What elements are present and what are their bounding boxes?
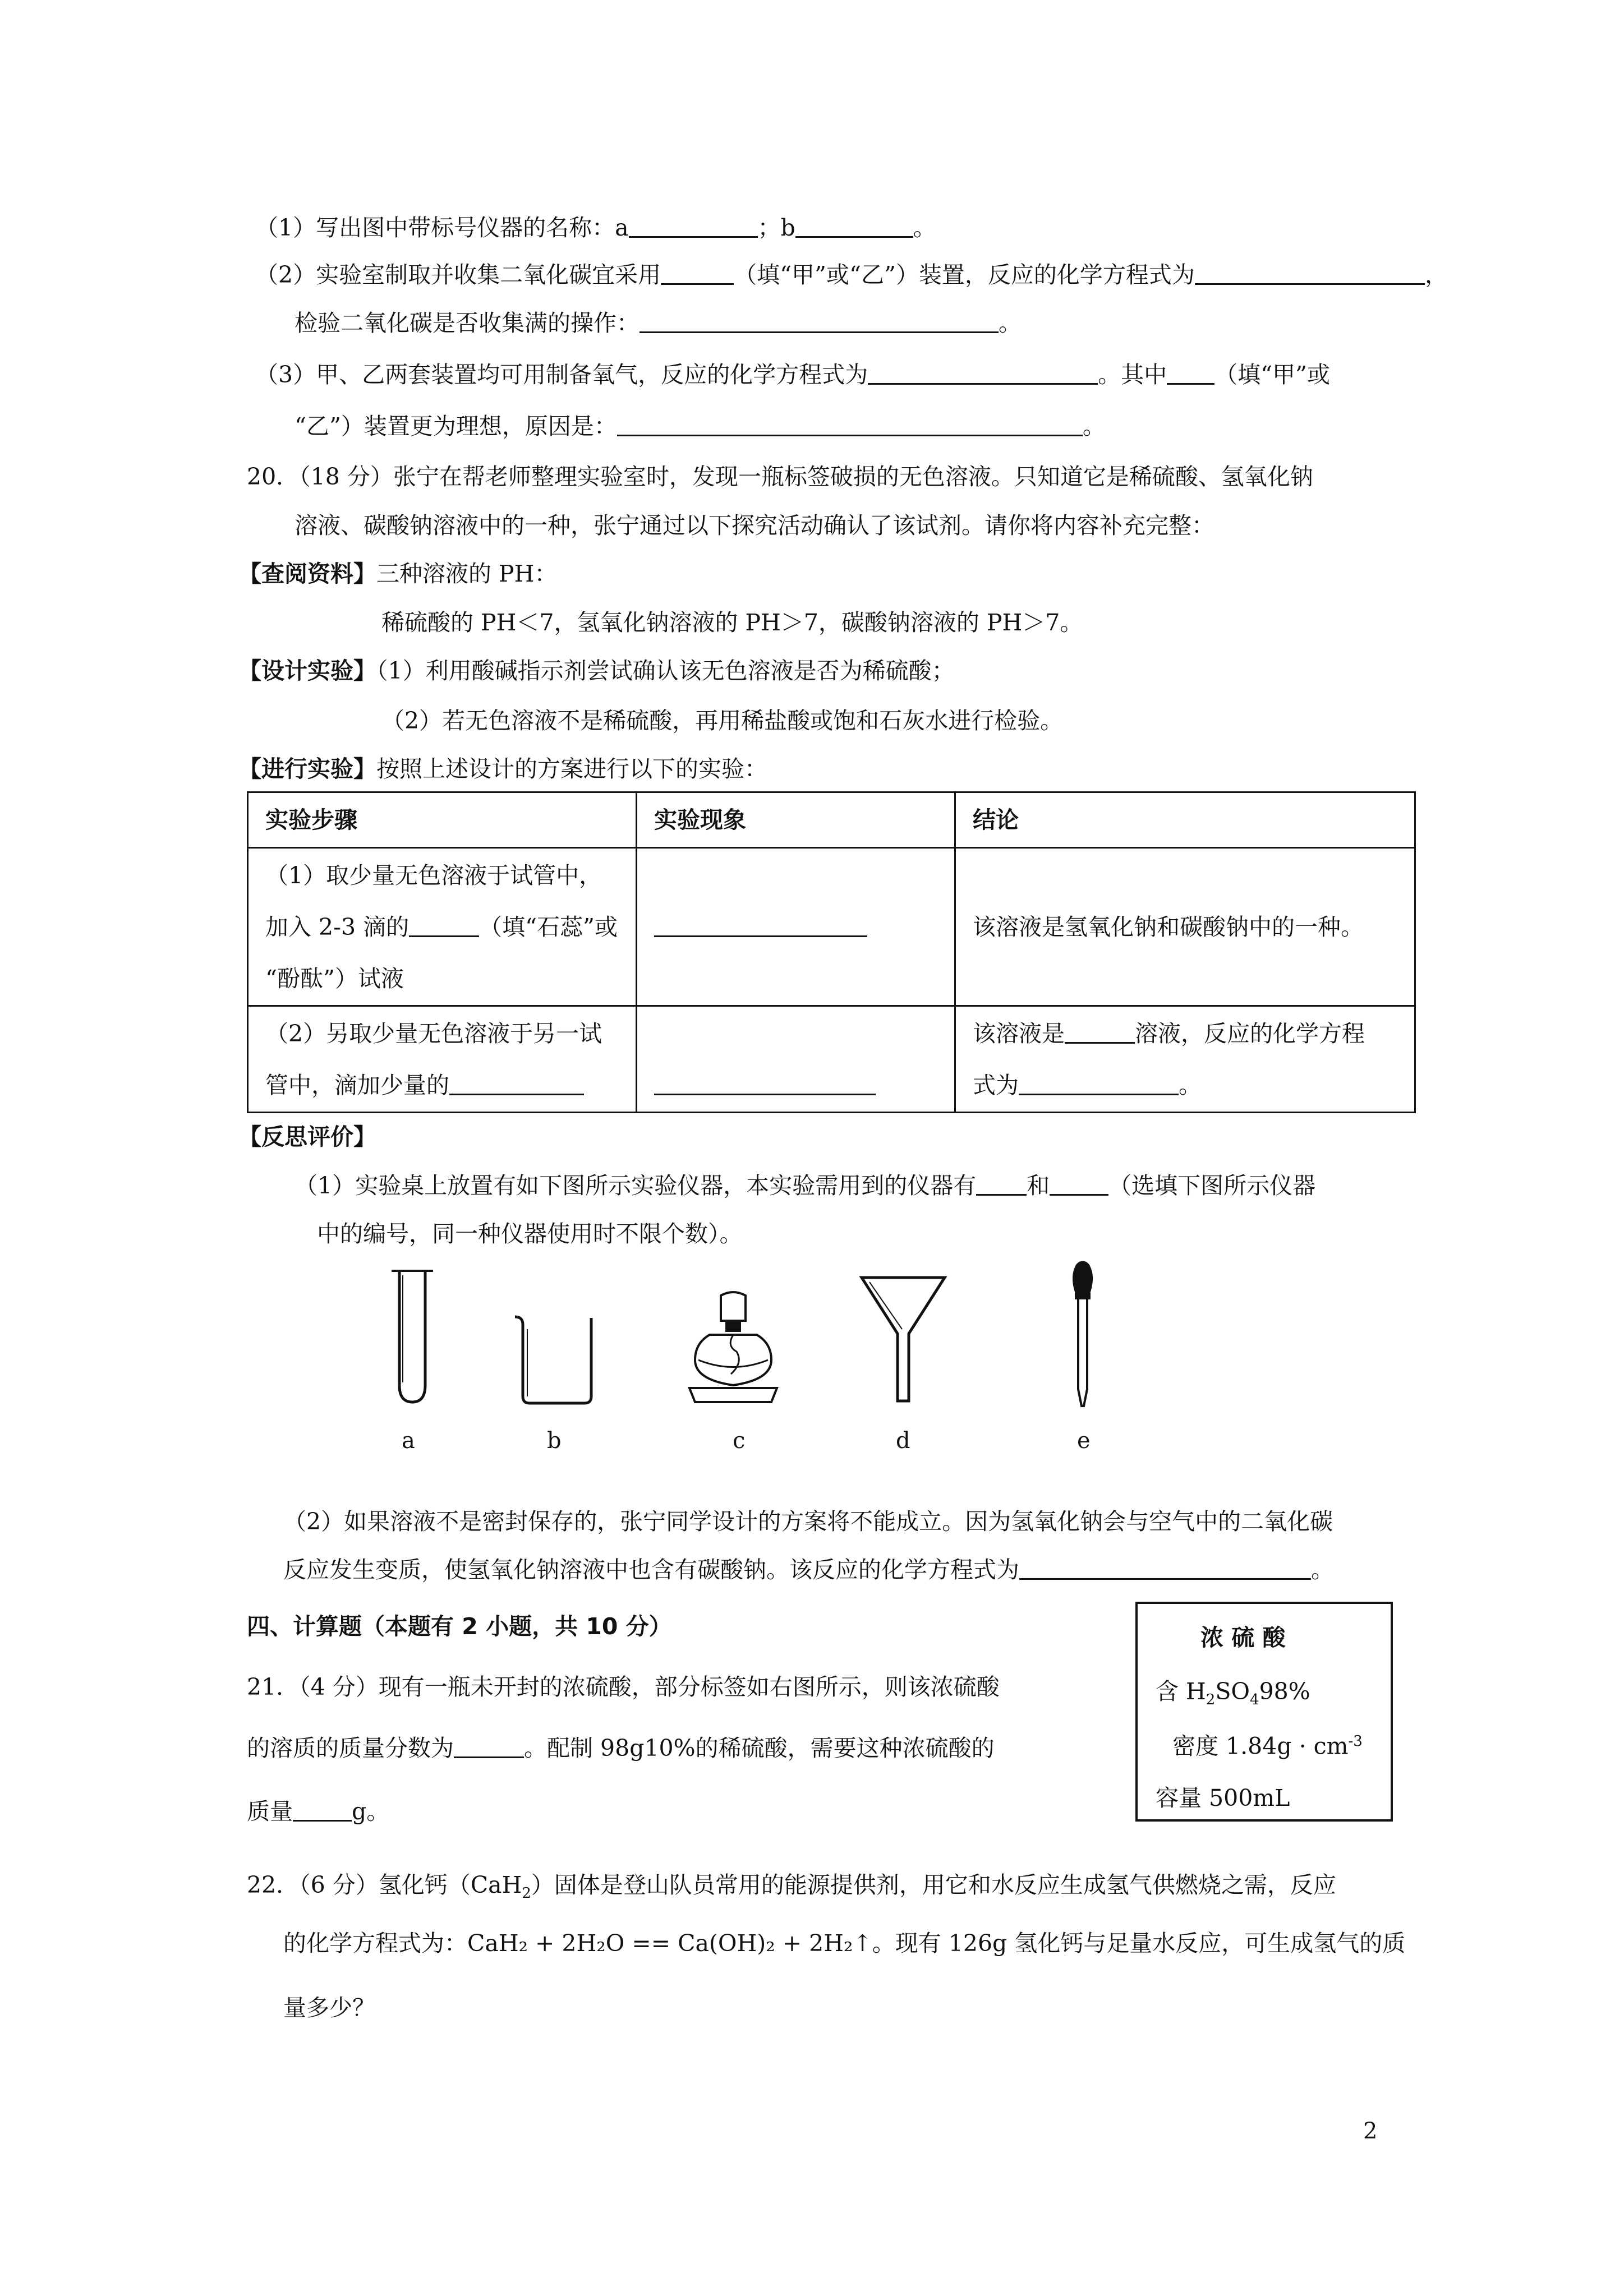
q21-line2 xyxy=(247,1737,995,1760)
conduct-heading: 【进行实验】 xyxy=(238,755,376,782)
q19-p2-e: 。 xyxy=(999,310,1022,336)
header-phenomenon: 实验现象 xyxy=(637,792,955,848)
apparatus-label-c: c xyxy=(733,1428,746,1454)
header-steps: 实验步骤 xyxy=(248,792,637,848)
apparatus-label-b: b xyxy=(547,1428,562,1454)
reflect-1b: 和 xyxy=(1027,1172,1050,1199)
acid-label-density-text: 密度 1.84g · cm xyxy=(1172,1732,1349,1760)
row2-concl-b: 溶液，反应的化学方程 xyxy=(1135,1020,1365,1047)
header-conclusion: 结论 xyxy=(955,792,1415,848)
row1-phenomenon xyxy=(637,848,955,1006)
q20-design xyxy=(238,657,955,684)
row2-concl-line1 xyxy=(973,1008,1397,1059)
q22-line1b: ）固体是登山队员常用的能源提供剂，用它和水反应生成氢气供燃烧之需，反应 xyxy=(531,1871,1336,1898)
reflect-2b: 反应发生变质，使氢氧化钠溶液中也含有碳酸钠。该反应的化学方程式为 xyxy=(283,1556,1019,1583)
answer-blank-co2-device[interactable] xyxy=(661,264,734,285)
answer-blank-phenomenon-2[interactable] xyxy=(654,1075,876,1095)
q19-p3-a: （3）甲、乙两套装置均可用制备氧气，反应的化学方程式为 xyxy=(255,361,868,388)
q20-intro-line1: 20．（18 分）张宁在帮老师整理实验室时，发现一瓶标签破损的无色溶液。只知道它是稀硫酸、氢氧化钠 xyxy=(247,463,1313,490)
q21-line2b: 。配制 98g10%的稀硫酸，需要这种浓硫酸的 xyxy=(524,1735,995,1762)
row1-step-a: （1）取少量无色溶液于试管中， xyxy=(265,861,602,889)
table-header-row xyxy=(248,792,1415,848)
q19-p1-end: 。 xyxy=(913,214,936,241)
answer-blank-co2-check[interactable] xyxy=(640,312,999,333)
beaker-icon xyxy=(510,1312,600,1408)
row2-conclusion xyxy=(955,1006,1415,1113)
q21-line3a: 质量 xyxy=(247,1798,293,1825)
answer-blank-mass-fraction[interactable] xyxy=(454,1737,524,1758)
reflect-2a: （2）如果溶液不是密封保存的，张宁同学设计的方案将不能成立。因为氢氧化钠会与空气中的二氧化碳 xyxy=(283,1508,1333,1535)
answer-blank-instrument-2[interactable] xyxy=(1050,1175,1108,1196)
answer-blank-reason[interactable] xyxy=(617,416,1083,436)
row2-concl-c: 式为 xyxy=(973,1071,1019,1099)
acid-label-sub2: 4 xyxy=(1250,1691,1259,1709)
reflect-1-line1 xyxy=(295,1174,1315,1197)
acid-label-volume: 容量 500mL xyxy=(1156,1785,1290,1811)
q22-line3: 量多少？ xyxy=(283,1994,375,2021)
answer-blank-indicator[interactable] xyxy=(409,916,479,937)
row1-step-c: （填“石蕊”或 xyxy=(479,913,618,940)
reflect-2c: 。 xyxy=(1311,1556,1334,1583)
q19-p2-b: （填“甲”或“乙”）装置，反应的化学方程式为 xyxy=(734,261,1195,288)
answer-blank-b[interactable] xyxy=(795,217,913,238)
q22-line1a: 22．（6 分）氢化钙（CaH xyxy=(247,1871,522,1898)
row1-step-d: “酚酞”）试液 xyxy=(265,965,404,992)
q22-line1 xyxy=(247,1871,1336,1902)
conduct-text: 按照上述设计的方案进行以下的实验： xyxy=(376,755,767,782)
answer-blank-solution[interactable] xyxy=(1065,1023,1135,1044)
row2-step xyxy=(248,1006,637,1113)
q19-line5 xyxy=(295,415,1106,438)
answer-blank-o2-equation[interactable] xyxy=(868,364,1098,385)
acid-label-density-sup: -3 xyxy=(1348,1733,1363,1750)
answer-blank-o2-device[interactable] xyxy=(1167,364,1214,385)
table-row xyxy=(248,848,1415,1006)
funnel-icon xyxy=(858,1273,948,1405)
row2-step-b: 管中，滴加少量的 xyxy=(265,1071,449,1099)
q21-line3b: g。 xyxy=(352,1798,390,1825)
reflect-1d: 中的编号，同一种仪器使用时不限个数）。 xyxy=(317,1220,743,1247)
answer-blank-a[interactable] xyxy=(629,217,758,238)
answer-blank-phenomenon-1[interactable] xyxy=(654,916,867,937)
page-number: 2 xyxy=(1363,2118,1378,2144)
lookup-detail: 稀硫酸的 PH＜7，氢氧化钠溶液的 PH＞7，碳酸钠溶液的 PH＞7。 xyxy=(381,609,1083,636)
q21-line2a: 的溶质的质量分数为 xyxy=(247,1735,454,1762)
q19-line2 xyxy=(255,261,1448,288)
answer-blank-equation[interactable] xyxy=(1019,1075,1179,1095)
acid-label-density xyxy=(1172,1734,1363,1758)
acid-label-content xyxy=(1156,1680,1310,1707)
row2-concl-d: 。 xyxy=(1179,1071,1202,1099)
q21-line3 xyxy=(247,1800,389,1823)
acid-label-content-pre: 含 H xyxy=(1156,1678,1206,1705)
q19-p2-a: （2）实验室制取并收集二氧化碳宜采用 xyxy=(255,261,661,288)
answer-blank-acid-mass[interactable] xyxy=(293,1801,352,1822)
q19-p3-c: （填“甲”或 xyxy=(1214,361,1331,388)
q22-line2: 的化学方程式为：CaH₂ + 2H₂O == Ca(OH)₂ + 2H₂↑。现有 126g 氢化钙与足量水反应，可生成氢气的质 xyxy=(283,1930,1406,1957)
q19-p2-c: ， xyxy=(1424,261,1448,288)
q19-p1-mid: ；b xyxy=(757,214,795,241)
answer-blank-co2-equation[interactable] xyxy=(1195,264,1425,285)
lookup-heading: 【查阅资料】 xyxy=(238,560,376,587)
row1-step-b-line xyxy=(265,901,619,953)
apparatus-label-d: d xyxy=(896,1428,910,1454)
q19-p3-e: 。 xyxy=(1082,413,1106,440)
row2-step-b-line xyxy=(265,1059,619,1111)
q20-lookup xyxy=(238,560,558,587)
design-step-2: （2）若无色溶液不是稀硫酸，再用稀盐酸或饱和石灰水进行检验。 xyxy=(381,707,1064,734)
row2-phenomenon xyxy=(637,1006,955,1113)
table-row xyxy=(248,1006,1415,1113)
q20-intro-line2: 溶液、碳酸钠溶液中的一种，张宁通过以下探究活动确认了该试剂。请你将内容补充完整： xyxy=(295,512,1214,539)
q19-p3-b: 。其中 xyxy=(1098,361,1167,388)
q21-line1: 21．（4 分）现有一瓶未开封的浓硫酸，部分标签如右图所示，则该浓硫酸 xyxy=(247,1673,1000,1700)
lookup-text: 三种溶液的 PH： xyxy=(376,560,558,587)
reflect-heading: 【反思评价】 xyxy=(238,1123,376,1150)
apparatus-label-e: e xyxy=(1077,1428,1091,1454)
answer-blank-reagent[interactable] xyxy=(449,1075,584,1095)
reflect-1c: （选填下图所示仪器 xyxy=(1108,1172,1316,1199)
experiment-table xyxy=(247,791,1416,1113)
q19-line3 xyxy=(295,312,1022,335)
design-step-1: （1）利用酸碱指示剂尝试确认该无色溶液是否为稀硫酸； xyxy=(376,657,955,684)
row2-step-a: （2）另取少量无色溶液于另一试 xyxy=(265,1020,602,1047)
reflect-1a: （1）实验桌上放置有如下图所示实验仪器，本实验需用到的仪器有 xyxy=(295,1172,977,1199)
row2-concl-a: 该溶液是 xyxy=(973,1020,1065,1047)
reflect-2-line2 xyxy=(283,1556,1334,1583)
alcohol-lamp-icon xyxy=(687,1290,780,1410)
row1-conclusion: 该溶液是氢氧化钠和碳酸钠中的一种。 xyxy=(955,848,1415,1006)
row1-step xyxy=(248,848,637,1006)
q19-p1-pre: （1）写出图中带标号仪器的名称：a xyxy=(255,214,629,241)
acid-label-sub1: 2 xyxy=(1206,1691,1216,1709)
q20-conduct xyxy=(238,755,767,782)
q19-line1 xyxy=(255,216,936,239)
row1-step-b: 加入 2-3 滴的 xyxy=(265,913,410,940)
q19-p2-d: 检验二氧化碳是否收集满的操作： xyxy=(295,310,640,336)
q19-p3-d: “乙”）装置更为理想，原因是： xyxy=(295,413,617,440)
acid-label-content-post: 98% xyxy=(1259,1678,1310,1705)
answer-blank-naoh-equation[interactable] xyxy=(1019,1559,1311,1580)
q22-line1-sub: 2 xyxy=(522,1885,531,1902)
q19-line4 xyxy=(255,363,1330,386)
acid-label-title: 浓 硫 酸 xyxy=(1200,1624,1286,1651)
answer-blank-instrument-1[interactable] xyxy=(976,1175,1027,1196)
acid-label-content-mid: SO xyxy=(1215,1678,1250,1705)
row2-concl-line2 xyxy=(973,1059,1397,1111)
test-tube-icon xyxy=(387,1267,438,1408)
dropper-icon xyxy=(1066,1259,1099,1410)
design-heading: 【设计实验】 xyxy=(238,657,376,684)
section4-heading: 四、计算题（本题有 2 小题，共 10 分） xyxy=(247,1613,672,1640)
apparatus-label-a: a xyxy=(402,1428,415,1454)
